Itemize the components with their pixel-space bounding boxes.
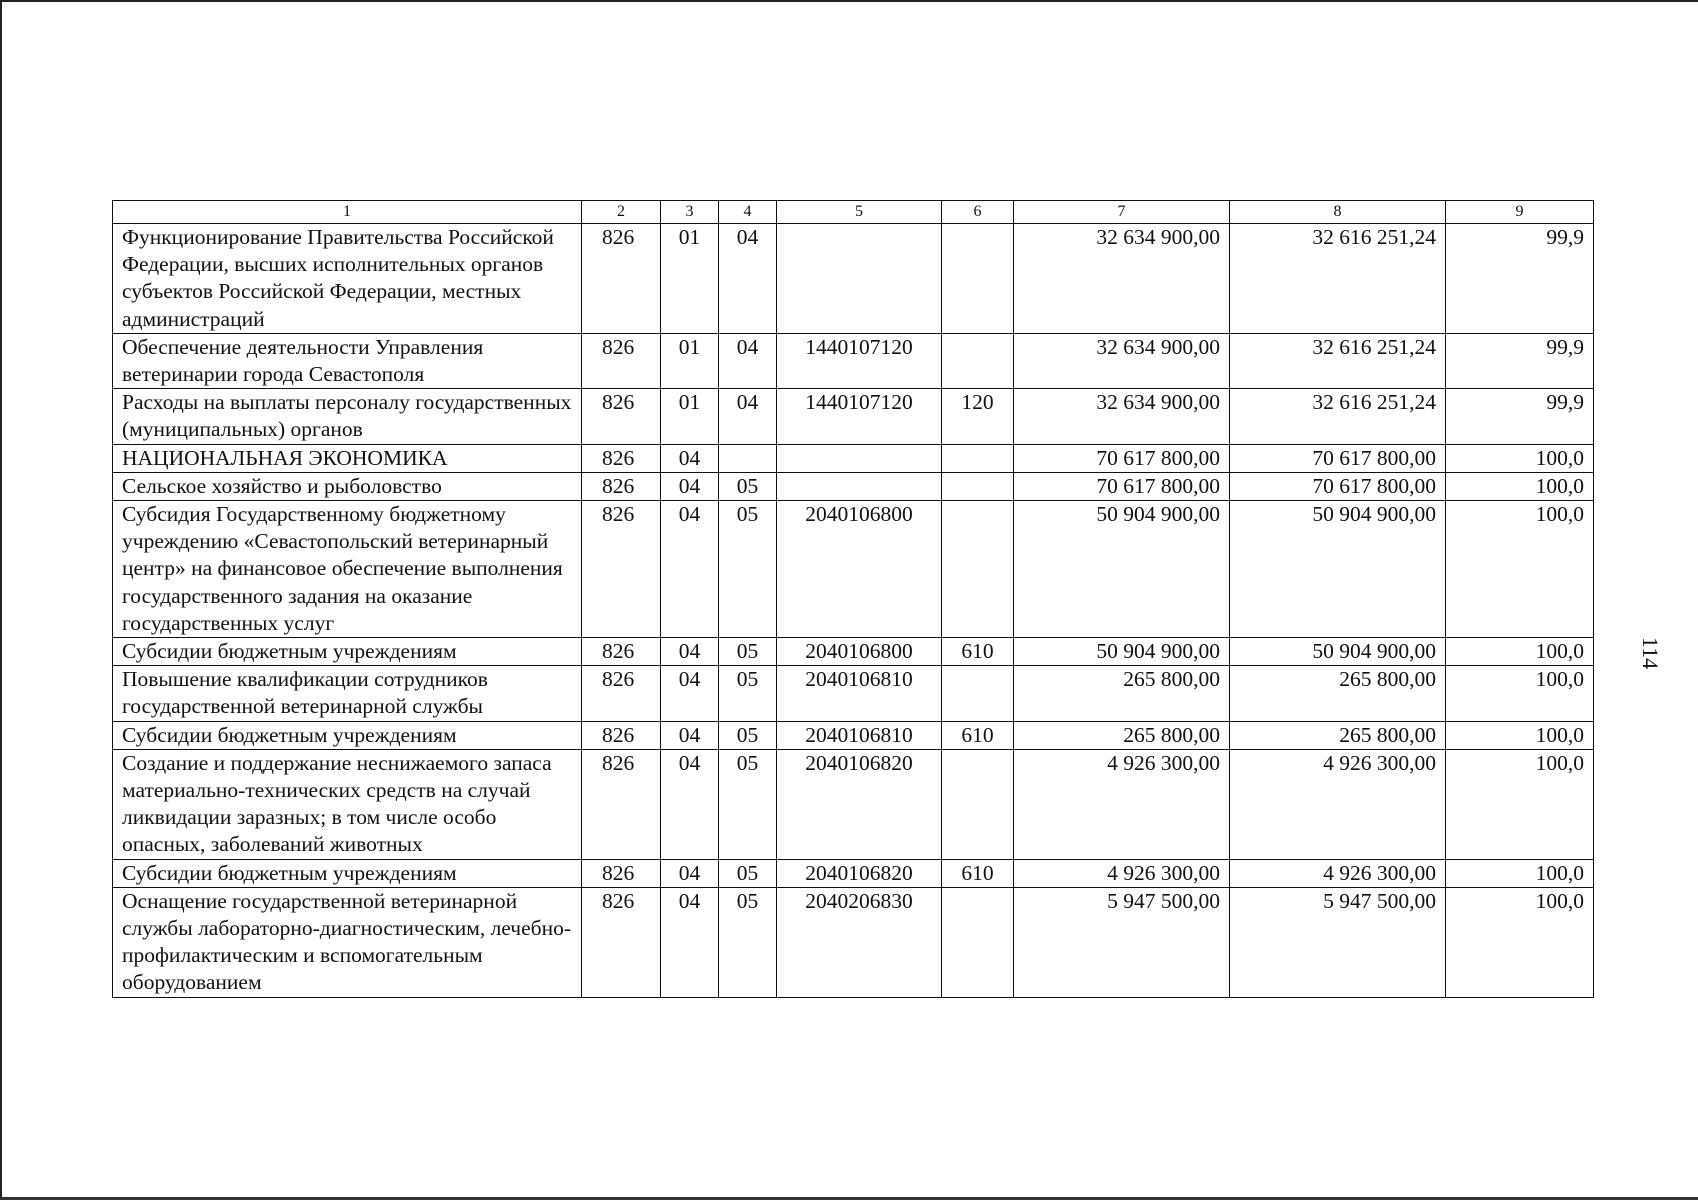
column-number: 9 (1446, 201, 1594, 224)
plan-amount-cell: 4 926 300,00 (1014, 859, 1230, 887)
plan-amount-cell: 70 617 800,00 (1014, 444, 1230, 472)
subsection-cell: 05 (719, 887, 777, 997)
subsection-cell: 04 (719, 389, 777, 444)
table-row (113, 472, 1594, 500)
row-name-cell: Обеспечение деятельности Управления ветеринарии города Севастополя (113, 333, 582, 388)
section-cell: 01 (661, 224, 719, 334)
target-article-cell: 2040106820 (777, 859, 942, 887)
target-article-cell: 2040106810 (777, 721, 942, 749)
table-row (113, 859, 1594, 887)
table-row (113, 887, 1594, 997)
grs-code-cell: 826 (582, 224, 661, 334)
actual-amount-cell: 50 904 900,00 (1230, 501, 1446, 638)
subsection-cell: 05 (719, 638, 777, 666)
target-article-cell: 2040106800 (777, 501, 942, 638)
section-cell: 04 (661, 749, 719, 859)
grs-code-cell: 826 (582, 721, 661, 749)
subsection-cell: 05 (719, 749, 777, 859)
grs-code-cell: 826 (582, 501, 661, 638)
subsection-cell: 05 (719, 721, 777, 749)
execution-percent-cell: 100,0 (1446, 472, 1594, 500)
table-row (113, 638, 1594, 666)
execution-percent-cell: 100,0 (1446, 749, 1594, 859)
column-number: 7 (1014, 201, 1230, 224)
grs-code-cell: 826 (582, 333, 661, 388)
row-name-cell: Субсидии бюджетным учреждениям (113, 859, 582, 887)
expense-type-cell (942, 501, 1014, 638)
column-number: 1 (113, 201, 582, 224)
execution-percent-cell: 99,9 (1446, 389, 1594, 444)
execution-percent-cell: 100,0 (1446, 721, 1594, 749)
actual-amount-cell: 32 616 251,24 (1230, 224, 1446, 334)
column-number: 3 (661, 201, 719, 224)
expense-type-cell (942, 224, 1014, 334)
actual-amount-cell: 5 947 500,00 (1230, 887, 1446, 997)
table-row (113, 666, 1594, 721)
grs-code-cell: 826 (582, 666, 661, 721)
subsection-cell: 04 (719, 224, 777, 334)
execution-percent-cell: 99,9 (1446, 333, 1594, 388)
target-article-cell: 1440107120 (777, 389, 942, 444)
plan-amount-cell: 70 617 800,00 (1014, 472, 1230, 500)
grs-code-cell: 826 (582, 444, 661, 472)
expense-type-cell: 610 (942, 638, 1014, 666)
actual-amount-cell: 32 616 251,24 (1230, 389, 1446, 444)
execution-percent-cell: 100,0 (1446, 666, 1594, 721)
plan-amount-cell: 4 926 300,00 (1014, 749, 1230, 859)
section-cell: 01 (661, 389, 719, 444)
row-name-cell: Субсидии бюджетным учреждениям (113, 721, 582, 749)
target-article-cell: 2040106800 (777, 638, 942, 666)
plan-amount-cell: 50 904 900,00 (1014, 638, 1230, 666)
section-cell: 04 (661, 887, 719, 997)
grs-code-cell: 826 (582, 887, 661, 997)
subsection-cell: 05 (719, 859, 777, 887)
plan-amount-cell: 32 634 900,00 (1014, 224, 1230, 334)
target-article-cell: 1440107120 (777, 333, 942, 388)
actual-amount-cell: 4 926 300,00 (1230, 749, 1446, 859)
row-name-cell: Оснащение государственной ветеринарной службы лабораторно-диагностическим, лечебно-профилактическим и вспомогательным оборудованием (113, 887, 582, 997)
column-number: 5 (777, 201, 942, 224)
table-row (113, 224, 1594, 334)
table-row (113, 333, 1594, 388)
column-number-row (113, 201, 1594, 224)
section-cell: 04 (661, 859, 719, 887)
row-name-cell: Создание и поддержание неснижаемого запаса материально-технических средств на случай ликвидации заразных; в том числе особо опасных, заболеваний животных (113, 749, 582, 859)
execution-percent-cell: 100,0 (1446, 501, 1594, 638)
expense-type-cell (942, 887, 1014, 997)
row-name-cell: НАЦИОНАЛЬНАЯ ЭКОНОМИКА (113, 444, 582, 472)
plan-amount-cell: 32 634 900,00 (1014, 333, 1230, 388)
expense-type-cell (942, 444, 1014, 472)
actual-amount-cell: 265 800,00 (1230, 721, 1446, 749)
plan-amount-cell: 265 800,00 (1014, 666, 1230, 721)
expense-type-cell: 610 (942, 721, 1014, 749)
subsection-cell (719, 444, 777, 472)
execution-percent-cell: 100,0 (1446, 444, 1594, 472)
grs-code-cell: 826 (582, 638, 661, 666)
actual-amount-cell: 50 904 900,00 (1230, 638, 1446, 666)
plan-amount-cell: 265 800,00 (1014, 721, 1230, 749)
execution-percent-cell: 100,0 (1446, 638, 1594, 666)
table-body (113, 224, 1594, 998)
target-article-cell: 2040106820 (777, 749, 942, 859)
grs-code-cell: 826 (582, 749, 661, 859)
grs-code-cell: 826 (582, 389, 661, 444)
column-number: 4 (719, 201, 777, 224)
execution-percent-cell: 100,0 (1446, 859, 1594, 887)
page-border-left (0, 0, 2, 1200)
expense-type-cell (942, 666, 1014, 721)
budget-table (112, 200, 1594, 998)
section-cell: 04 (661, 666, 719, 721)
section-cell: 04 (661, 721, 719, 749)
table-row (113, 721, 1594, 749)
actual-amount-cell: 4 926 300,00 (1230, 859, 1446, 887)
page-border-top (0, 0, 1698, 2)
section-cell: 04 (661, 472, 719, 500)
actual-amount-cell: 70 617 800,00 (1230, 444, 1446, 472)
expense-type-cell: 120 (942, 389, 1014, 444)
row-name-cell: Функционирование Правительства Российской Федерации, высших исполнительных органов субъектов Российской Федерации, местных администраций (113, 224, 582, 334)
subsection-cell: 05 (719, 501, 777, 638)
target-article-cell: 2040206830 (777, 887, 942, 997)
column-number: 8 (1230, 201, 1446, 224)
plan-amount-cell: 50 904 900,00 (1014, 501, 1230, 638)
actual-amount-cell: 32 616 251,24 (1230, 333, 1446, 388)
row-name-cell: Расходы на выплаты персоналу государственных (муниципальных) органов (113, 389, 582, 444)
actual-amount-cell: 70 617 800,00 (1230, 472, 1446, 500)
grs-code-cell: 826 (582, 472, 661, 500)
table-row (113, 389, 1594, 444)
expense-type-cell (942, 472, 1014, 500)
row-name-cell: Субсидии бюджетным учреждениям (113, 638, 582, 666)
actual-amount-cell: 265 800,00 (1230, 666, 1446, 721)
section-cell: 04 (661, 638, 719, 666)
table-row (113, 444, 1594, 472)
plan-amount-cell: 32 634 900,00 (1014, 389, 1230, 444)
table-row (113, 749, 1594, 859)
column-number: 2 (582, 201, 661, 224)
expense-type-cell (942, 333, 1014, 388)
section-cell: 04 (661, 444, 719, 472)
plan-amount-cell: 5 947 500,00 (1014, 887, 1230, 997)
target-article-cell (777, 472, 942, 500)
table-row (113, 501, 1594, 638)
section-cell: 01 (661, 333, 719, 388)
subsection-cell: 05 (719, 472, 777, 500)
subsection-cell: 05 (719, 666, 777, 721)
page-number: 114 (1638, 636, 1664, 670)
column-number: 6 (942, 201, 1014, 224)
section-cell: 04 (661, 501, 719, 638)
grs-code-cell: 826 (582, 859, 661, 887)
execution-percent-cell: 99,9 (1446, 224, 1594, 334)
expense-type-cell (942, 749, 1014, 859)
row-name-cell: Сельское хозяйство и рыболовство (113, 472, 582, 500)
subsection-cell: 04 (719, 333, 777, 388)
target-article-cell: 2040106810 (777, 666, 942, 721)
target-article-cell (777, 444, 942, 472)
expense-type-cell: 610 (942, 859, 1014, 887)
target-article-cell (777, 224, 942, 334)
execution-percent-cell: 100,0 (1446, 887, 1594, 997)
row-name-cell: Субсидия Государственному бюджетному учреждению «Севастопольский ветеринарный центр» на финансовое обеспечение выполнения государственного задания на оказание государственных услуг (113, 501, 582, 638)
row-name-cell: Повышение квалификации сотрудников государственной ветеринарной службы (113, 666, 582, 721)
